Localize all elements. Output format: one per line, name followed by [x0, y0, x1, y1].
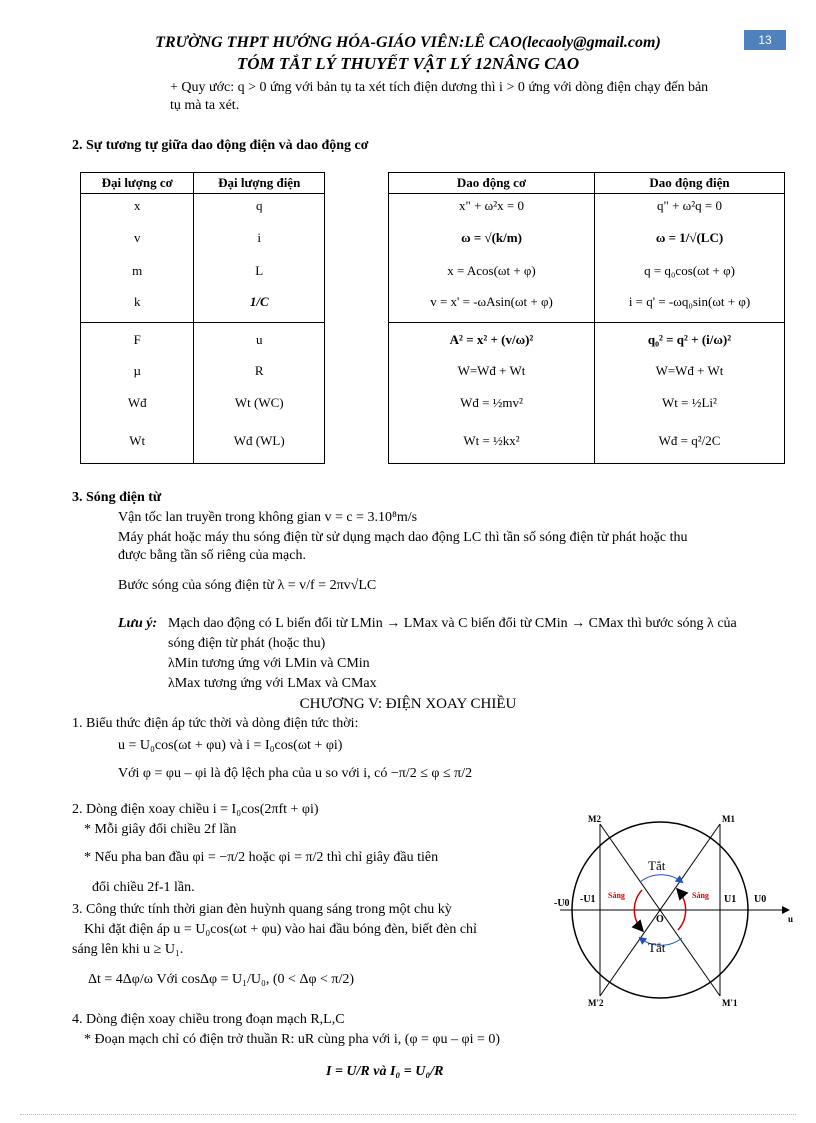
tat-arc-top — [640, 875, 682, 882]
table-cell: Wt = ½kx² — [463, 433, 520, 448]
table-cell: W=Wđ + Wt — [457, 363, 526, 378]
table-cell: v = x' = -ωAsin(ωt + φ) — [430, 294, 553, 309]
page-number-badge: 13 — [744, 30, 786, 50]
label-m2-prime: M'2 — [588, 998, 604, 1008]
s3-note-2: sóng điện từ phát (hoặc thu) — [168, 636, 326, 651]
ch-p1a: u = U₀cos(ωt + φu) và i = I₀cos(ωt + φi) — [118, 738, 343, 753]
table-cell: ω = √(k/m) — [461, 230, 522, 245]
table-cell: u — [255, 332, 263, 347]
ch-p3c: Δt = 4Δφ/ω Với cosΔφ = U₁/U₀, (0 < Δφ < π/2) — [88, 972, 355, 987]
section-3-title: 3. Sóng điện từ — [72, 490, 162, 505]
s3-note-4: λMax tương ứng với LMax và CMax — [168, 676, 377, 691]
label-neg-u1: -U1 — [580, 894, 596, 905]
label-m2: M2 — [588, 814, 601, 824]
table-cell: Wt (WC) — [234, 395, 284, 410]
left-header-mech: Đại lượng cơ — [81, 173, 194, 194]
phase-circle-diagram — [554, 810, 800, 1010]
ch-p4b: I = U/R và I₀ = U₀/R — [326, 1064, 444, 1079]
label-neg-u0: -U0 — [554, 898, 570, 909]
table-cell: x = Acos(ωt + φ) — [447, 263, 536, 278]
table-cell: Wđ (WL) — [233, 433, 285, 448]
left-col-mech-top — [81, 194, 194, 323]
table-cell: ω = 1/√(LC) — [655, 230, 724, 245]
table-cell: k — [133, 294, 141, 309]
header-school: TRƯỜNG THPT HƯỚNG HÓA-GIÁO VIÊN:LÊ CAO(lecaoly@gmail.com) — [155, 34, 661, 51]
left-col-elec-top — [194, 194, 325, 323]
chapter-title: CHƯƠNG V: ĐIỆN XOAY CHIỀU — [299, 696, 517, 712]
ch-p1b: Với φ = φu – φi là độ lệch pha của u so với i, có −π/2 ≤ φ ≤ π/2 — [118, 766, 473, 781]
table-cell: Wđ = ½mv² — [460, 395, 523, 410]
table-cell: q₀² = q² + (i/ω)² — [647, 332, 732, 347]
left-col-mech-bottom — [81, 323, 194, 464]
right-col-elec-top — [595, 194, 785, 323]
table-cell: q = q₀cos(ωt + φ) — [644, 263, 735, 278]
label-u0: U0 — [754, 894, 767, 905]
left-header-elec: Đại lượng điện — [194, 173, 325, 194]
ch-p3a: Khi đặt điện áp u = U₀cos(ωt + φu) vào hai đầu bóng đèn, biết đèn chỉ — [84, 922, 477, 937]
table-cell: m — [132, 263, 143, 278]
table-cell: L — [255, 263, 264, 278]
right-col-elec-bottom — [595, 323, 785, 464]
ch-p4a: * Đoạn mạch chỉ có điện trở thuần R: uR cùng pha với i, (φ = φu – φi = 0) — [84, 1032, 501, 1047]
right-header-elec: Dao động điện — [595, 173, 785, 194]
label-tat-bottom: Tắt — [648, 940, 666, 955]
label-m1: M1 — [722, 814, 735, 824]
s3-note-3: λMin tương ứng với LMin và CMin — [168, 656, 370, 671]
right-col-mech-bottom — [389, 323, 595, 464]
left-col-elec-bottom — [194, 323, 325, 464]
label-sang-right: Sáng — [692, 891, 709, 900]
label-tat-top: Tắt — [648, 858, 666, 873]
table-cell: v — [133, 230, 141, 245]
table-cell: 1/C — [249, 294, 269, 309]
table-cell: A² = x² + (v/ω)² — [449, 332, 534, 347]
ch-p2: 2. Dòng điện xoay chiều i = I₀cos(2πft + φi) — [72, 802, 319, 817]
label-u1: U1 — [724, 894, 737, 905]
table-cell: Wt — [129, 433, 146, 448]
table-cell: q — [255, 198, 263, 213]
table-cell: i = q' = -ωq₀sin(ωt + φ) — [628, 294, 751, 309]
label-m1-prime: M'1 — [722, 998, 738, 1008]
intro-line-2: tụ mà ta xét. — [170, 98, 240, 113]
s3-note-1: Mạch dao động có L biến đổi từ LMin → LMax và C biến đổi từ CMin → CMax thì bước sóng λ của — [168, 616, 737, 631]
ch-p2a: * Mỗi giây đổi chiều 2f lần — [84, 822, 237, 837]
s3-line-1: Vận tốc lan truyền trong không gian v = c = 3.10⁸m/s — [118, 510, 418, 525]
page-bottom-divider — [20, 1114, 796, 1115]
label-sang-left: Sáng — [608, 891, 625, 900]
table-cell: W=Wđ + Wt — [655, 363, 724, 378]
s3-line-2: Máy phát hoặc máy thu sóng điện từ sử dụng mạch dao động LC thì tần số sóng điện từ phát hoặc thu — [118, 530, 688, 545]
table-cell: i — [257, 230, 262, 245]
table-cell: F — [133, 332, 141, 347]
intro-line-1: + Quy ước: q > 0 ứng với bản tụ ta xét tích điện dương thì i > 0 ứng với dòng điện chạy đến bản — [170, 80, 709, 95]
table-cell: x" + ω²x = 0 — [459, 198, 524, 213]
label-origin: O — [656, 914, 664, 925]
label-axis-u: u — [788, 914, 794, 924]
s3-line-3: được bằng tần số riêng của mạch. — [118, 548, 306, 563]
table-cell: Wđ — [127, 395, 147, 410]
table-cell: x — [133, 198, 141, 213]
ch-p2c: đổi chiều 2f-1 lần. — [92, 880, 195, 895]
analogy-right-table — [388, 172, 785, 464]
table-cell: R — [254, 363, 264, 378]
table-cell: q" + ω²q = 0 — [657, 198, 722, 213]
analogy-left-table — [80, 172, 325, 464]
table-cell: Wt = ½Li² — [662, 395, 717, 410]
ch-p3b: sáng lên khi u ≥ U₁. — [72, 942, 184, 957]
right-header-mech: Dao động cơ — [389, 173, 595, 194]
table-cell: µ — [133, 363, 141, 378]
table-cell: Wđ = q²/2C — [658, 433, 721, 448]
s3-note-label: Lưu ý: — [118, 616, 158, 631]
ch-p3: 3. Công thức tính thời gian đèn huỳnh quang sáng trong một chu kỳ — [72, 902, 452, 917]
header-title: TÓM TẮT LÝ THUYẾT VẬT LÝ 12NÂNG CAO — [236, 54, 580, 73]
s3-line-4: Bước sóng của sóng điện từ λ = v/f = 2πv√LC — [118, 578, 377, 593]
section-2-title: 2. Sự tương tự giữa dao động điện và dao động cơ — [72, 138, 369, 153]
ch-p2b: * Nếu pha ban đầu φi = −π/2 hoặc φi = π/2 thì chỉ giây đầu tiên — [84, 850, 439, 865]
right-col-mech-top — [389, 194, 595, 323]
ch-p4: 4. Dòng điện xoay chiều trong đoạn mạch R,L,C — [72, 1012, 345, 1027]
ch-p1: 1. Biểu thức điện áp tức thời và dòng điện tức thời: — [72, 716, 359, 731]
